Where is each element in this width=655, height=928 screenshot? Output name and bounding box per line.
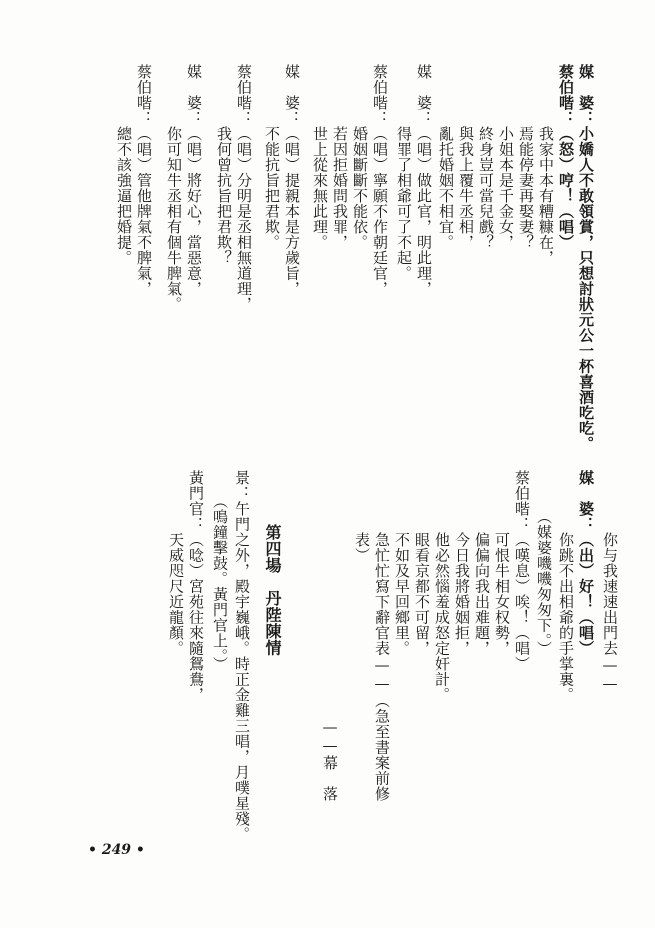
text-column: 與我上覆牛丞相， (457, 64, 475, 250)
text-column: 我家中本有糟糠在， (537, 64, 555, 266)
text-column: 眼看京都不可留， (413, 470, 431, 656)
text-column: 若因拒婚問我罪， (331, 64, 349, 250)
scene-title: 第四場 丹陛陳情 (263, 524, 282, 656)
text-column: 景：午門之外，殿宇巍峨。時正金雞三唱，月噗星殘。 (233, 470, 251, 842)
text-column: 媒 婆：（出）好！（唱） (577, 470, 595, 656)
text-column: 小姐本是千金女， (497, 64, 515, 250)
text-column: 媒 婆：（唱）提親本是方歲旨， (283, 64, 301, 297)
text-column: 蔡伯喈：（唱）分明是丞相無道理， (235, 64, 253, 312)
text-column: 黃門官：（唸）宮苑往來隨鴛鴦， (187, 470, 205, 703)
text-column: 媒 婆：（唱）做此官，明此理， (415, 64, 433, 297)
text-column: （鳴鐘擊鼓。黃門官上。） (211, 470, 229, 672)
text-column: 蔡伯喈：（怒）哼！（唱） (557, 64, 575, 250)
text-column: 得罪了相爺可了不起。 (395, 64, 413, 281)
text-column: 你与我速速出門去—— (601, 470, 619, 693)
text-column: 不如及早回鄉里。 (393, 470, 411, 656)
curtain-note: ——幕 落 (321, 470, 339, 802)
text-column: 媒 婆：（唱）將好心，當惡意， (185, 64, 203, 297)
text-column: 你跳不出相爺的手掌裏。 (557, 470, 575, 703)
text-column: 可恨牛相女权勢， (493, 470, 511, 656)
text-column: 終身豈可當兒戲？ (477, 64, 495, 250)
text-column: 焉能停妻再娶妻？ (517, 64, 535, 250)
page-number: • 249 • (88, 842, 145, 858)
text-column: 我何曾抗旨把君欺？ (215, 64, 233, 266)
text-column: 不能抗旨把君欺。 (263, 64, 281, 250)
text-column: 世上從來無此理。 (311, 64, 329, 250)
text-column: 天威咫尺近龍顏。 (167, 470, 185, 656)
text-column: 偏偏向我出难題， (473, 470, 491, 656)
text-column: （媒婆嘰嘰匆匆下。） (535, 470, 553, 657)
text-column: 蔡伯喈：（嘆息）唉！（唱） (513, 470, 531, 672)
text-column: 今日我將婚姻拒， (453, 470, 471, 656)
text-column: 急忙忙寫下辭官表——（急至書案前修 (373, 470, 391, 802)
text-column: 蔡伯喈：（唱）寧願不作朝廷官， (371, 64, 389, 297)
text-column: 亂托婚姻不相宜。 (437, 64, 455, 250)
text-column: 蔡伯喈：（唱）管他牌氣不脾氣， (135, 64, 153, 297)
text-column: 他必然惱羞成怒定奸計。 (433, 470, 451, 703)
text-column: 媒 婆：小嬌人不敢領賞，只想討狀元公一杯喜酒吃吃。 (577, 64, 595, 452)
text-column: 你可知牛丞相有個牛脾氣。 (165, 64, 183, 312)
text-column: 婚姻斷斷不能依。 (351, 64, 369, 250)
text-column: 表） (353, 470, 371, 563)
text-column: 總不該強逼把婚提。 (115, 64, 133, 266)
